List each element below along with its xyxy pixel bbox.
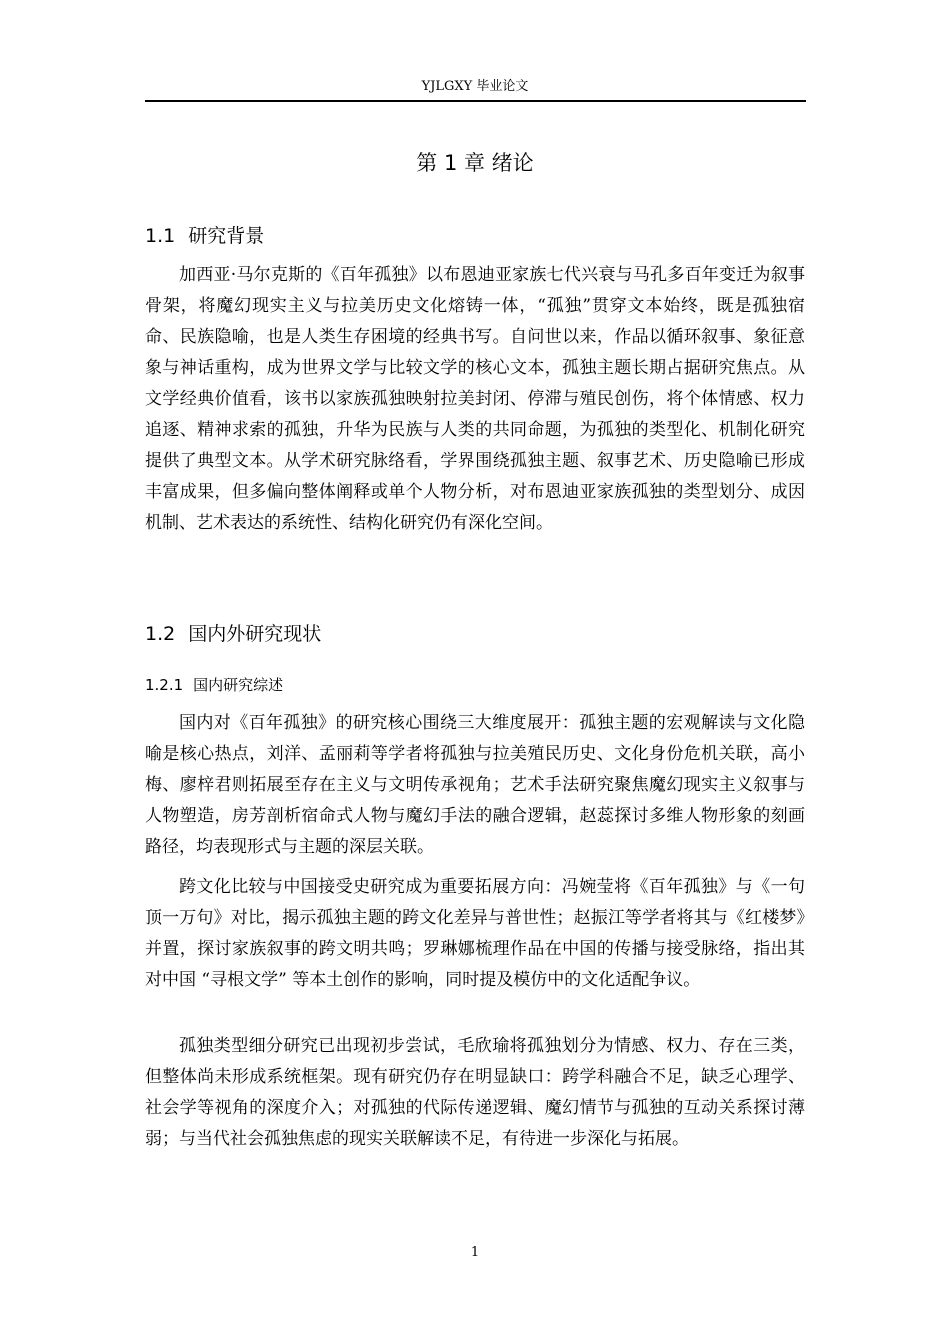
body-paragraph: 加西亚·马尔克斯的《百年孤独》以布恩迪亚家族七代兴衰与马孔多百年变迁为叙事骨架，将魔幻现实主义与拉美历史文化熔铸一体，“孤独”贯穿文本始终，既是孤独宿命、民族隐喻，也是人类生存困境的经典书写。自问世以来，作品以循环叙事、象征意象与神话重构，成为世界文学与比较文学的核心文本，孤独主题长期占据研究焦点。从文学经典价值看，该书以家族孤独映射拉美封闭、停滞与殖民创伤，将个体情感、权力追逐、精神求索的孤独，升华为民族与人类的共同命题，为孤独的类型化、机制化研究提供了典型文本。从学术研究脉络看，学界围绕孤独主题、叙事艺术、历史隐喻已形成丰富成果，但多偏向整体阐释或单个人物分析，对布恩迪亚家族孤独的类型划分、成因机制、艺术表达的系统性、结构化研究仍有深化空间。 xyxy=(145,265,805,533)
subsection-title: 国内研究综述 xyxy=(193,676,284,694)
body-paragraph: 国内对《百年孤独》的研究核心围绕三大维度展开：孤独主题的宏观解读与文化隐喻是核心热点，刘洋、孟丽莉等学者将孤独与拉美殖民历史、文化身份危机关联，高小梅、廖梓君则拓展至存在主义与文明传承视角；艺术手法研究聚焦魔幻现实主义叙事与人物塑造，房芳剖析宿命式人物与魔幻手法的融合逻辑，赵蕊探讨多维人物形象的刻画路径，均表现形式与主题的深层关联。 xyxy=(145,713,805,857)
running-header: YJLGXY 毕业论文 xyxy=(421,79,529,94)
subsection-number: 1.2.1 xyxy=(145,676,184,694)
section-heading-1-2 xyxy=(145,620,805,648)
subsection-heading-1-2-1 xyxy=(145,673,805,697)
chapter-title: 第 1 章 绪论 xyxy=(416,151,534,175)
header-rule xyxy=(145,100,806,102)
page-number: 1 xyxy=(470,1245,480,1260)
section-number: 1.1 xyxy=(145,225,176,247)
section-title: 国内外研究现状 xyxy=(188,623,322,645)
section-heading-1-1 xyxy=(145,222,805,250)
body-paragraph: 孤独类型细分研究已出现初步尝试，毛欣瑜将孤独划分为情感、权力、存在三类，但整体尚未形成系统框架。现有研究仍存在明显缺口：跨学科融合不足，缺乏心理学、社会学等视角的深度介入；对孤独的代际传递逻辑、魔幻情节与孤独的互动关系探讨薄弱；与当代社会孤独焦虑的现实关联解读不足，有待进一步深化与拓展。 xyxy=(145,1036,805,1149)
section-title: 研究背景 xyxy=(188,225,265,247)
body-paragraph: 跨文化比较与中国接受史研究成为重要拓展方向：冯婉莹将《百年孤独》与《一句顶一万句》对比，揭示孤独主题的跨文化差异与普世性；赵振江等学者将其与《红楼梦》并置，探讨家族叙事的跨文明共鸣；罗琳娜梳理作品在中国的传播与接受脉络，指出其对中国 “寻根文学” 等本土创作的影响，同时提及模仿中的文化适配争议。 xyxy=(145,877,805,990)
section-number: 1.2 xyxy=(145,623,176,645)
